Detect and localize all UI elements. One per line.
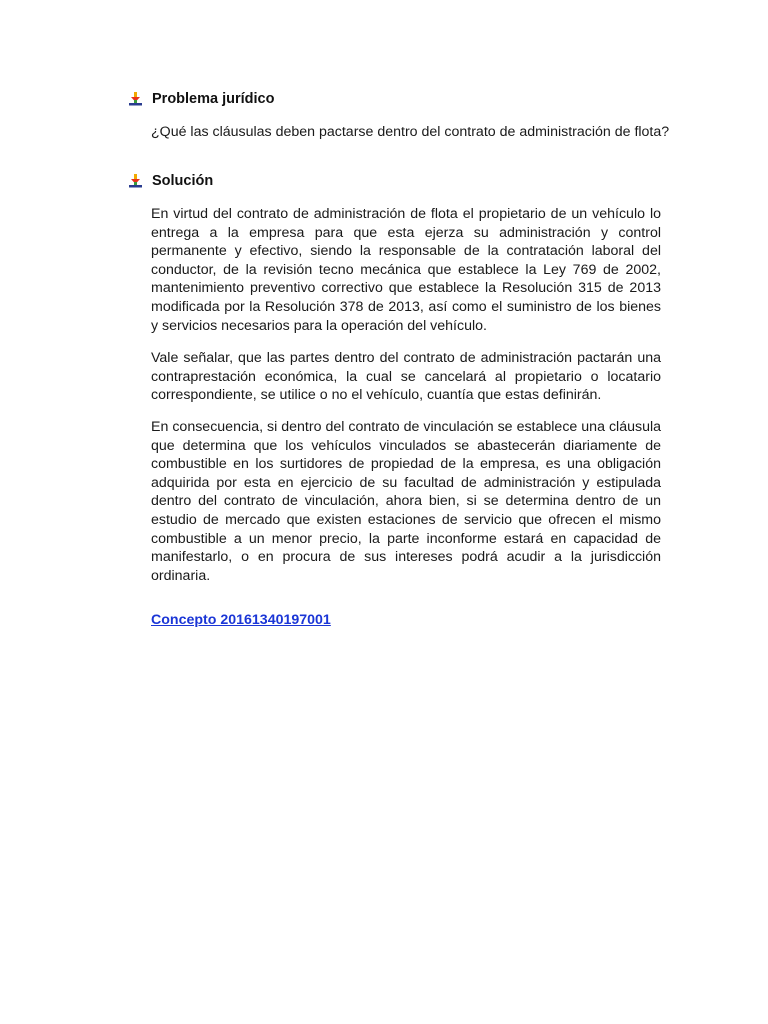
- body-paragraph: En virtud del contrato de administración de flota el propietario de un vehículo lo entrega a la empresa para que esta ejerza su administración y control permanente y efectivo, siendo la responsable de la contratación laboral del conductor, de la revisión tecno mecánica que establece la Ley 769 de 2002, mantenimiento preventivo correctivo que establece la Resolución 315 de 2013 modificada por la Resolución 378 de 2013, así como el suministro de los bienes y servicios necesarios para la operación del vehículo.: [151, 206, 661, 334]
- arrow-bullet-icon: [128, 173, 144, 189]
- concepto-link[interactable]: Concepto 20161340197001: [151, 612, 331, 628]
- body-paragraph: Vale señalar, que las partes dentro del contrato de administración pactarán una contraprestación económica, la cual se cancelará al propietario o locatario correspondiente, se utilice o no el vehículo, cuantía que estas definirán.: [151, 350, 661, 404]
- arrow-bullet-icon: [128, 91, 144, 107]
- question-paragraph: ¿Qué las cláusulas deben pactarse dentro del contrato de administración de flota?: [151, 124, 670, 140]
- section-heading-row: [128, 173, 213, 189]
- body-paragraph: En consecuencia, si dentro del contrato de vinculación se establece una cláusula que determina que los vehículos vinculados se abastecerán diariamente de combustible en los surtidores de propiedad de la empresa, es una obligación adquirida por esta en ejercicio de su facultad de administración y estipulada dentro del contrato de vinculación, ahora bien, si se determina dentro de un estudio de mercado que existen estaciones de servicio que ofrecen el mismo combustible a un menor precio, la parte inconforme estará en capacidad de manifestarlo, o en procura de sus intereses podrá acudir a la jurisdicción ordinaria.: [151, 419, 661, 584]
- section-heading-row: [128, 91, 274, 107]
- section-heading: Problema jurídico: [152, 91, 275, 107]
- section-heading: Solución: [152, 173, 214, 189]
